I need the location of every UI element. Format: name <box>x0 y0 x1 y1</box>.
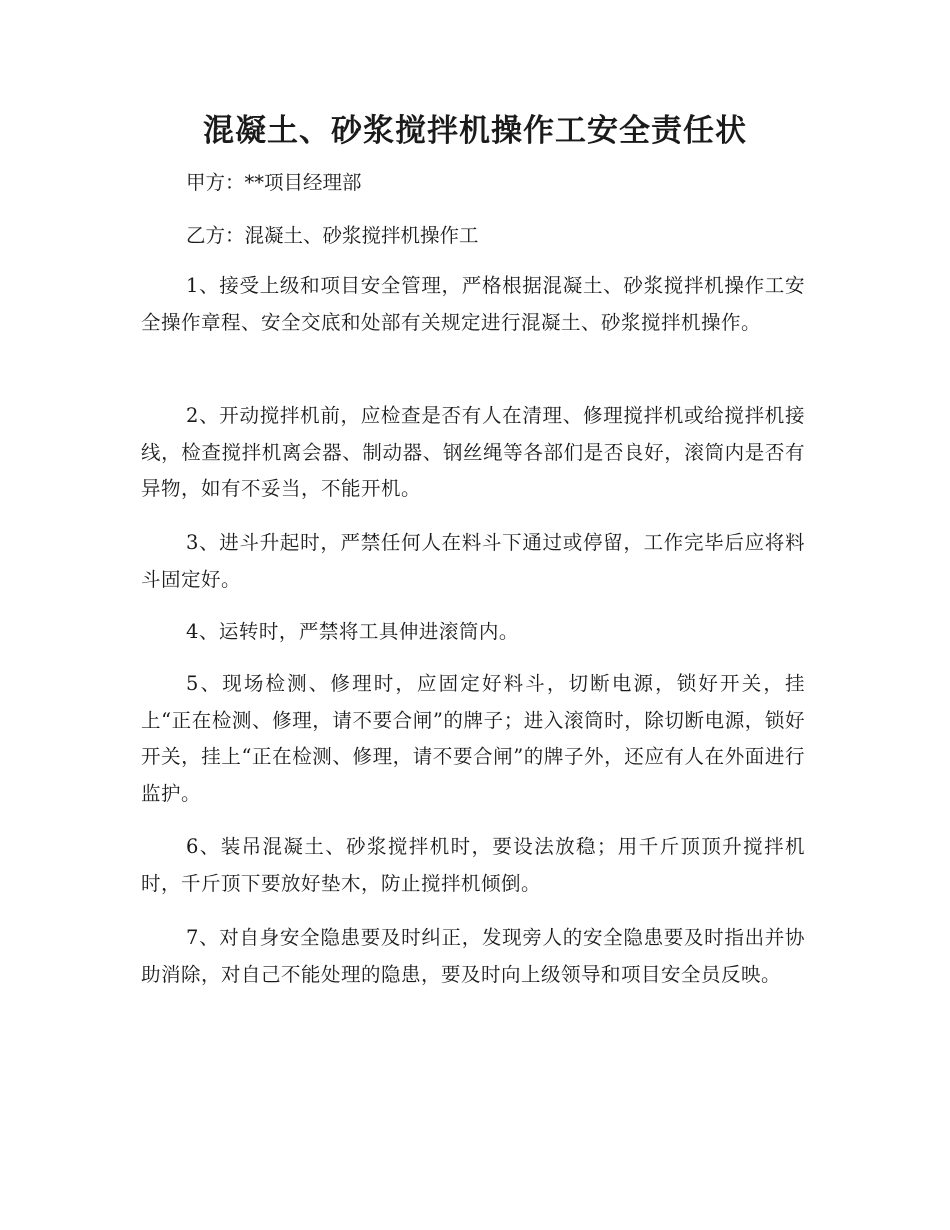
clause-4: 4、运转时，严禁将工具伸进滚筒内。 <box>186 620 519 643</box>
clause-7: 7、对自身安全隐患要及时纠正，发现旁人的安全隐患要及时指出并协助消除，对自己不能处理的隐患，要及时向上级领导和项目安全员反映。 <box>141 926 805 986</box>
clause-2: 2、开动搅拌机前，应检查是否有人在清理、修理搅拌机或给搅拌机接线，检查搅拌机离会器、制动器、钢丝绳等各部们是否良好，滚筒内是否有异物，如有不妥当，不能开机。 <box>141 404 805 500</box>
party-b-line: 乙方：混凝土、砂浆搅拌机操作工 <box>186 224 479 247</box>
document-title: 混凝土、砂浆搅拌机操作工安全责任状 <box>203 113 747 149</box>
clause-5: 5、现场检测、修理时，应固定好料斗，切断电源，锁好开关，挂上“正在检测、修理，请不要合闸”的牌子；进入滚筒时，除切断电源，锁好开关，挂上“正在检测、修理，请不要合闸”的牌子外，还应有人在外面进行监护。 <box>141 672 805 805</box>
party-a-line: 甲方：**项目经理部 <box>186 171 362 194</box>
clause-3: 3、进斗升起时，严禁任何人在料斗下通过或停留，工作完毕后应将料斗固定好。 <box>141 531 805 591</box>
clause-6: 6、装吊混凝土、砂浆搅拌机时，要设法放稳；用千斤顶顶升搅拌机时，千斤顶下要放好垫木，防止搅拌机倾倒。 <box>141 835 805 895</box>
clause-1: 1、接受上级和项目安全管理，严格根据混凝土、砂浆搅拌机操作工安全操作章程、安全交底和处部有关规定进行混凝土、砂浆搅拌机操作。 <box>141 274 805 334</box>
